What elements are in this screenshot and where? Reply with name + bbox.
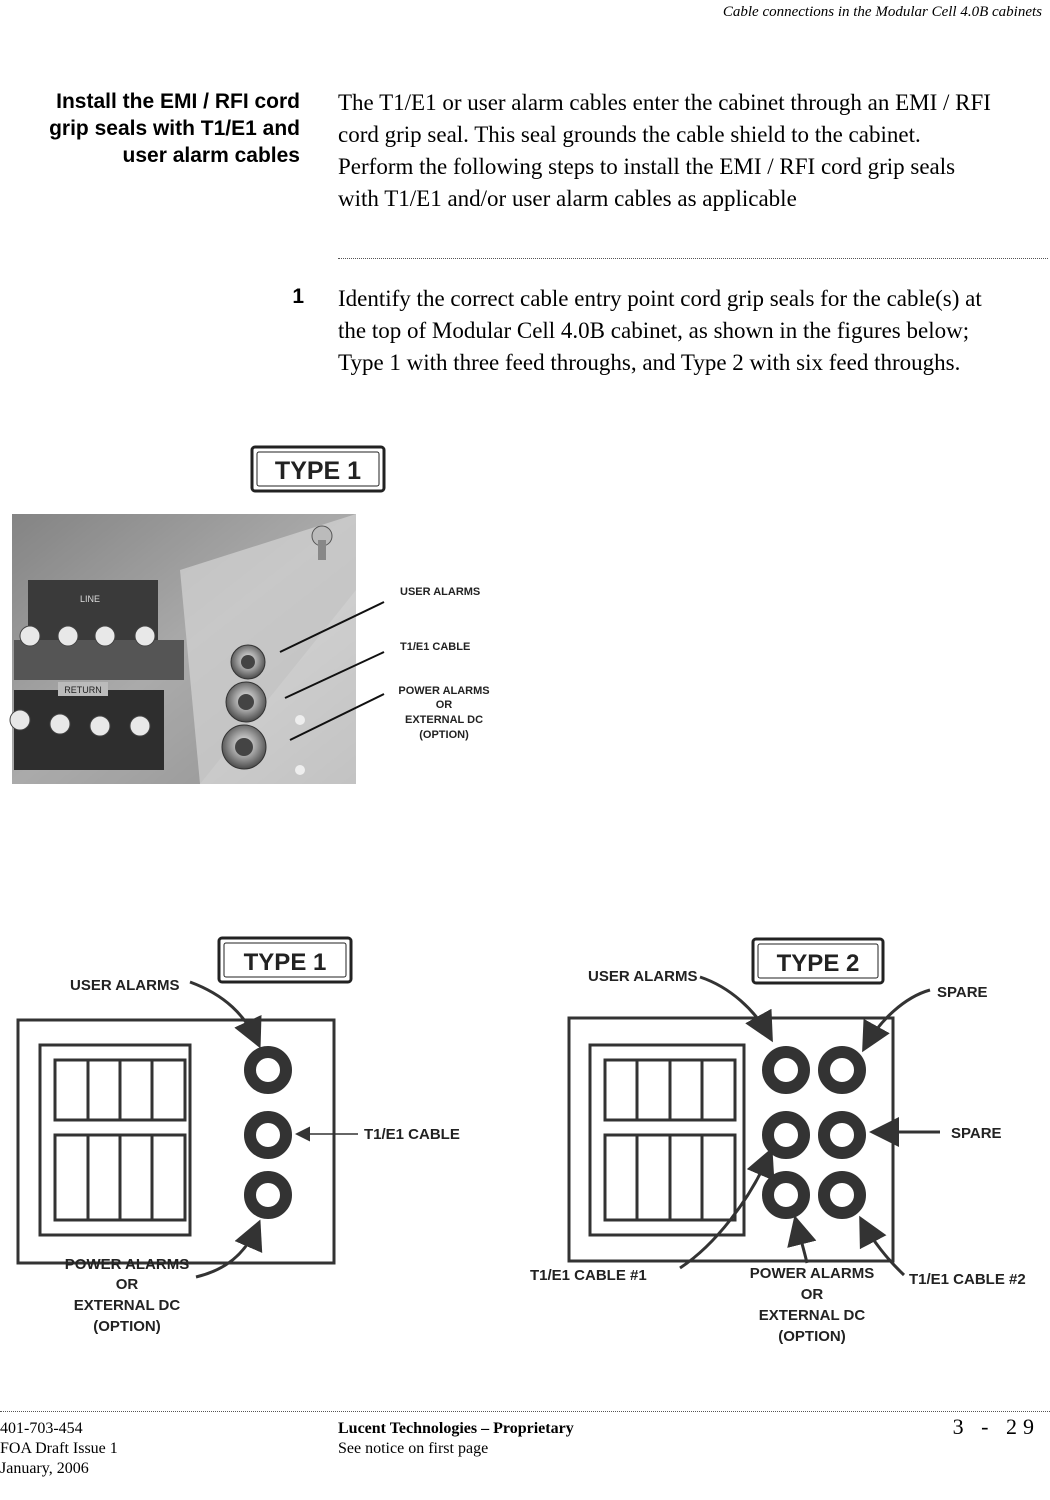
intro-line: with T1/E1 and/or user alarm cables as applicable [338, 186, 797, 211]
type1-badge-photo [252, 447, 384, 491]
photo-label-line: LINE [79, 594, 101, 604]
type1-grip-seals [250, 1052, 286, 1213]
intro-line: cord grip seal. This seal grounds the cable shield to the cabinet. [338, 122, 921, 147]
grip-seal-power [768, 1177, 804, 1213]
step-divider [338, 258, 1048, 259]
step-number: 1 [292, 285, 304, 308]
type2-grip-seals [768, 1052, 860, 1213]
section-heading-line: Install the EMI / RFI cord [56, 90, 300, 113]
label-t1e1-cable-1: T1/E1 CABLE #1 [530, 1267, 647, 1284]
intro-paragraph [338, 87, 1043, 215]
type2-badge [753, 939, 883, 983]
section-heading [10, 88, 300, 169]
label-user-alarms: USER ALARMS [588, 968, 698, 985]
badge-text: TYPE 2 [776, 950, 860, 977]
footer-divider [0, 1411, 1050, 1412]
type1-diagram [0, 925, 520, 1345]
label-power-photo-line: OR [435, 699, 453, 711]
label-power-photo-line: POWER ALARMS [398, 685, 490, 697]
grip-seal-spare-top [824, 1052, 860, 1088]
label-t1e1-cable: T1/E1 CABLE [364, 1126, 460, 1143]
label-power-line: EXTERNAL DC [758, 1307, 866, 1324]
label-t1e1-photo: T1/E1 CABLE [400, 641, 471, 653]
intro-line: The T1/E1 or user alarm cables enter the cabinet through an EMI / RFI [338, 90, 991, 115]
page-number: 3 - 29 [952, 1414, 1040, 1439]
label-user-alarms-photo: USER ALARMS [400, 586, 481, 598]
grip-seal-t1e1 [250, 1117, 286, 1153]
running-header: Cable connections in the Modular Cell 4.0B cabinets [722, 4, 1042, 20]
badge-text: TYPE 1 [274, 457, 362, 485]
issue-date: January, 2006 [0, 1460, 89, 1477]
intro-line: Perform the following steps to install the EMI / RFI cord grip seals [338, 154, 956, 179]
step-line: Identify the correct cable entry point cord grip seals for the cable(s) at [338, 286, 982, 311]
doc-number: 401-703-454 [0, 1420, 83, 1437]
label-power-line: POWER ALARMS [749, 1265, 875, 1282]
label-spare-mid: SPARE [951, 1125, 1002, 1142]
footer-left [0, 1419, 118, 1479]
footer-middle [338, 1419, 574, 1459]
grip-seal-t1e1-1 [768, 1117, 804, 1153]
section-heading-line: grip seals with T1/E1 and [49, 117, 300, 140]
label-power-line: (OPTION) [778, 1328, 846, 1345]
section-heading-line: user alarm cables [122, 144, 300, 167]
grip-seal-user-alarms [768, 1052, 804, 1088]
step-text [338, 283, 1043, 379]
label-user-alarms: USER ALARMS [70, 977, 180, 994]
grip-seal-user-alarms [250, 1052, 286, 1088]
label-power-line: POWER ALARMS [64, 1256, 190, 1273]
label-power-line: OR [800, 1286, 824, 1303]
label-power-photo-line: EXTERNAL DC [404, 714, 484, 726]
label-spare-top: SPARE [937, 984, 988, 1001]
grip-seal-power [250, 1177, 286, 1213]
photo-label-return: RETURN [64, 685, 102, 695]
step-line: Type 1 with three feed throughs, and Type 2 with six feed throughs. [338, 350, 961, 375]
type2-diagram [520, 925, 1045, 1345]
grip-seal-t1e1-2 [824, 1177, 860, 1213]
grip-seal-spare-mid [824, 1117, 860, 1153]
proprietary-notice: Lucent Technologies – Proprietary [338, 1420, 574, 1437]
label-power-line: EXTERNAL DC [73, 1297, 181, 1314]
label-power-line: OR [115, 1276, 139, 1293]
badge-text: TYPE 1 [243, 949, 327, 976]
draft-issue: FOA Draft Issue 1 [0, 1440, 118, 1457]
label-t1e1-cable-2: T1/E1 CABLE #2 [909, 1271, 1026, 1288]
type1-badge [219, 938, 351, 982]
label-power-line: (OPTION) [93, 1318, 161, 1335]
cabinet-top-photo [10, 514, 356, 784]
step-line: the top of Modular Cell 4.0B cabinet, as shown in the figures below; [338, 318, 970, 343]
photo-figure [0, 440, 520, 790]
label-power-photo-line: (OPTION) [419, 729, 469, 741]
notice-reference: See notice on first page [338, 1440, 489, 1457]
